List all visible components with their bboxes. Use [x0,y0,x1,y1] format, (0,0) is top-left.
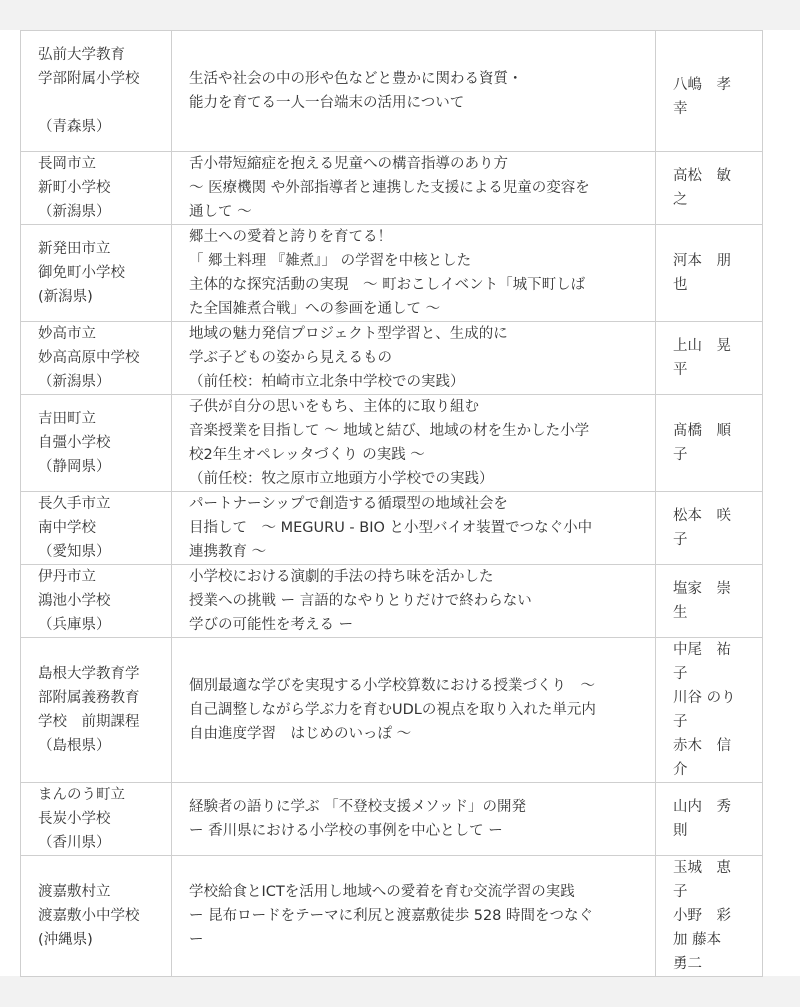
author-name: 山内 秀 則 [673,799,731,839]
table-row [21,225,763,322]
practice-title: 子供が自分の思いをもち、主体的に取り組む 音楽授業を目指して 〜 地域と結び、地域の材を生かした小学 校2年生オペレッタづくり の実践 〜 （前任校：牧之原市立地頭方小学校での実践） [189,399,590,487]
table-row [21,31,763,152]
practice-title: 経験者の語りに学ぶ 「不登校支援メソッド」の開発 ー 香川県における小学校の事例を中心として ー [189,799,526,839]
title-cell [172,856,656,977]
school-name: 渡嘉敷村立 渡嘉敷小中学校 (沖縄県) [38,884,140,948]
author-name: 高松 敏 之 [673,168,731,208]
school-name: 長岡市立 新町小学校 （新潟県） [38,156,111,220]
author-cell [656,152,763,225]
practice-title: 郷土への愛着と誇りを育てる！ 「 郷土料理 『雑煮』」 の学習を中核とした 主体的な探究活動の実現 〜 町おこしイベント「城下町しば た全国雑煮合戦」への参画を通して 〜 [189,229,586,317]
author-cell [656,225,763,322]
practice-title: 個別最適な学びを実現する小学校算数における授業づくり 〜 自己調整しながら学ぶ力を育むUDLの視点を取り入れた単元内 自由進度学習 はじめのいっぽ 〜 [189,678,596,742]
author-name: 上山 晃 平 [673,338,731,378]
author-cell [656,565,763,638]
author-name: 八嶋 孝 幸 [673,76,731,117]
school-name: 新発田市立 御免町小学校 (新潟県) [38,241,125,305]
school-cell [21,492,172,565]
table-row [21,565,763,638]
author-name: 中尾 祐 子 川谷 のり 子 赤木 信 介 [673,642,736,778]
table-row [21,783,763,856]
school-cell [21,31,172,152]
title-cell [172,783,656,856]
author-cell [656,31,763,152]
author-name: 松本 咲 子 [673,508,731,548]
title-cell [172,322,656,395]
school-cell [21,225,172,322]
school-cell [21,856,172,977]
author-cell [656,638,763,783]
author-cell [656,856,763,977]
practice-title: 学校給食とICTを活用し地域への愛着を育む交流学習の実践 ー 昆布ロードをテーマに利尻と渡嘉敷徒歩 528 時間をつなぐ ー [189,884,594,948]
school-name: 妙高市立 妙高高原中学校 （新潟県） [38,326,140,390]
practice-title: 地域の魅力発信プロジェクト型学習と、生成的に 学ぶ子どもの姿から見えるもの （前任校：柏崎市立北条中学校での実践） [189,326,508,390]
title-cell [172,152,656,225]
school-cell [21,322,172,395]
author-cell [656,322,763,395]
school-name: 吉田町立 自彊小学校 （静岡県） [38,411,111,475]
practice-title: 生活や社会の中の形や色などと豊かに関わる資質・ 能力を育てる一人一台端末の活用について [189,71,523,111]
table-row [21,322,763,395]
author-cell [656,395,763,492]
author-name: 塩家 崇 生 [673,581,731,621]
school-name: 弘前大学教育 学部附属小学校 （青森県） [38,47,140,135]
school-name: まんのう町立 長炭小学校 （香川県） [38,787,125,851]
title-cell [172,492,656,565]
author-cell [656,783,763,856]
table-row [21,395,763,492]
author-name: 玉城 恵 子 小野 彩 加 藤本 勇二 [673,860,731,972]
awards-table [20,30,763,977]
title-cell [172,31,656,152]
school-cell [21,783,172,856]
school-cell [21,638,172,783]
school-name: 伊丹市立 鴻池小学校 （兵庫県） [38,569,111,633]
practice-title: パートナーシップで創造する循環型の地域社会を 目指して 〜 MEGURU - BIO と小型バイオ装置でつなぐ小中 連携教育 〜 [189,496,593,560]
practice-title: 舌小帯短縮症を抱える児童への構音指導のあり方 〜 医療機関 や外部指導者と連携した支援による児童の変容を 通して 〜 [189,156,590,220]
title-cell [172,565,656,638]
school-cell [21,395,172,492]
table-row [21,638,763,783]
school-cell [21,152,172,225]
practice-title: 小学校における演劇的手法の持ち味を活かした 授業への挑戦 ー 言語的なやりとりだけで終わらない 学びの可能性を考える ー [189,569,532,633]
school-name: 島根大学教育学 部附属義務教育 学校 前期課程 （島根県） [38,666,140,754]
table-row [21,492,763,565]
author-cell [656,492,763,565]
table-row [21,856,763,977]
page-sheet [0,30,800,976]
title-cell [172,395,656,492]
school-name: 長久手市立 南中学校 （愛知県） [38,496,111,560]
author-name: 髙橋 順 子 [673,423,731,463]
title-cell [172,225,656,322]
author-name: 河本 朋 也 [673,253,731,293]
school-cell [21,565,172,638]
title-cell [172,638,656,783]
table-row [21,152,763,225]
